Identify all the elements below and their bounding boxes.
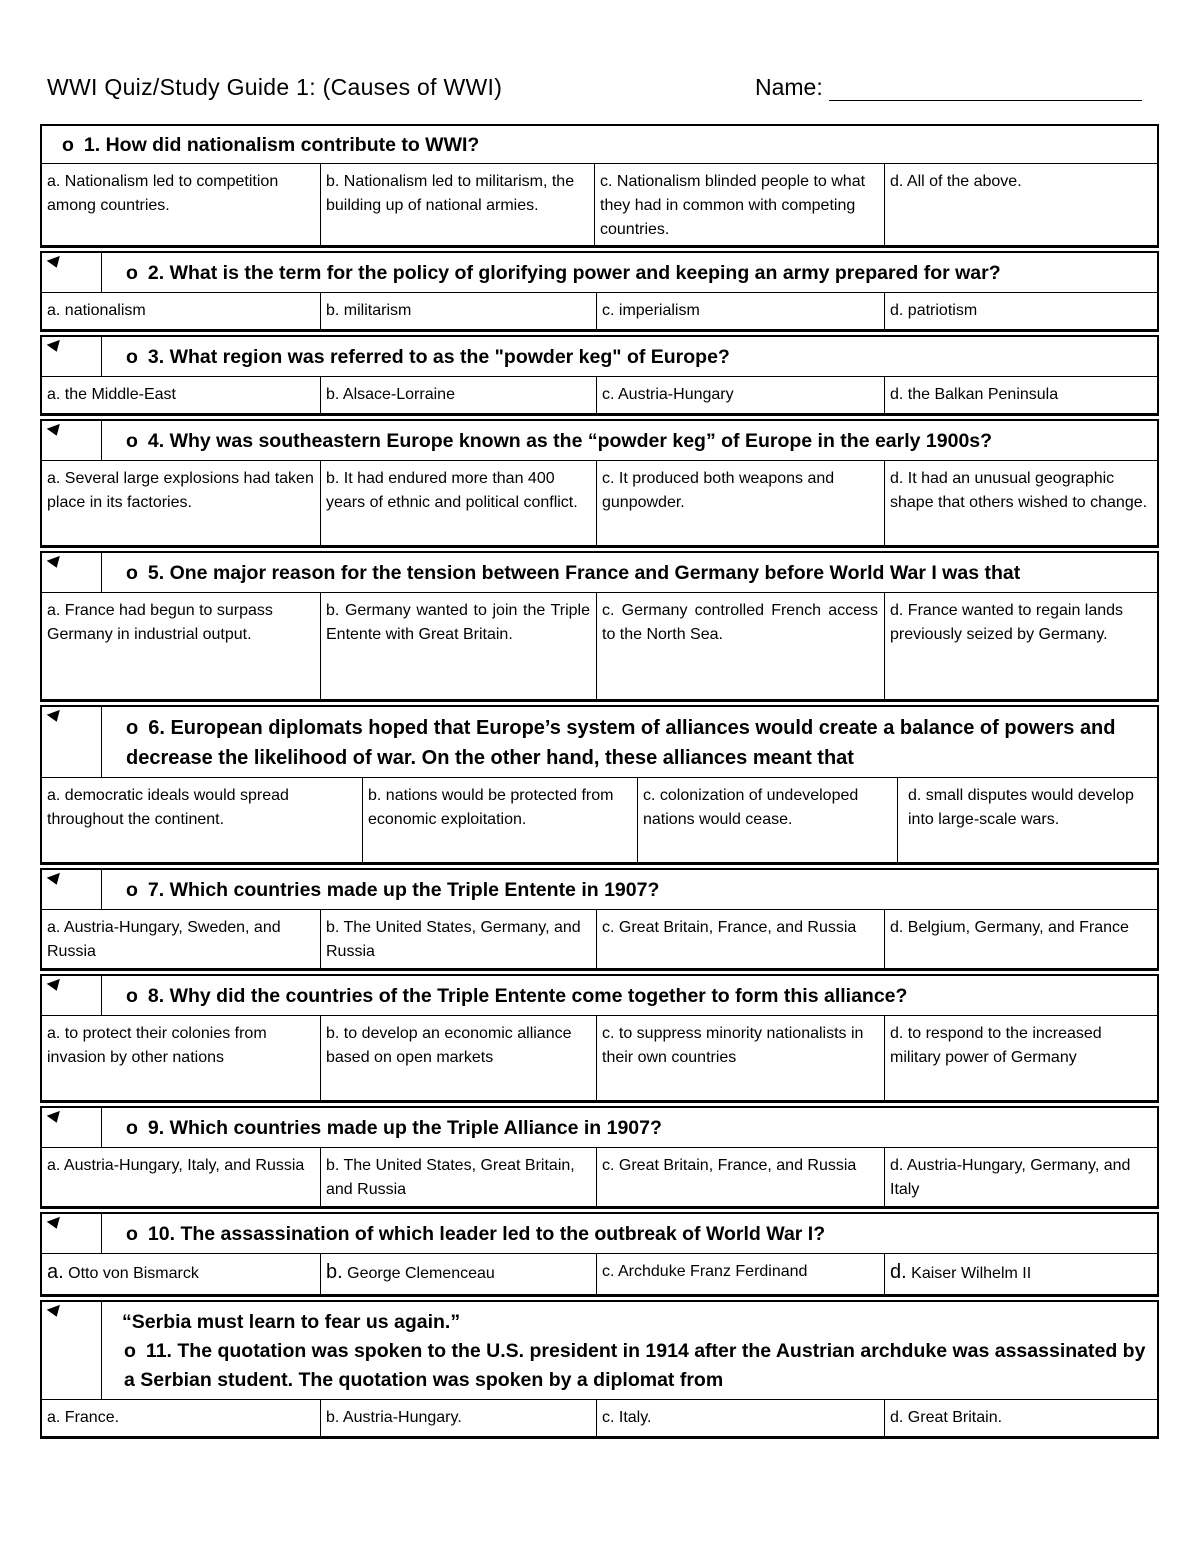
answer-b[interactable]: b. militarism [321,293,597,329]
question-text: o 3. What region was referred to as the "powder keg" of Europe? [126,346,730,368]
answer-d[interactable]: d. France wanted to regain lands previously seized by Germany. [890,602,1124,643]
name-field-group [755,74,1142,101]
question-9 [40,1106,1159,1209]
answer-a[interactable]: a. Austria-Hungary, Italy, and Russia [42,1148,321,1206]
answer-c[interactable]: c. Nationalism blinded people to what they had in common with competing countries. [595,164,885,245]
question-8 [40,974,1159,1103]
bullet-icon: o [126,562,138,584]
answer-c[interactable]: c. Great Britain, France, and Russia [597,910,885,968]
question-text: o 5. One major reason for the tension between France and Germany before World War I was that [126,562,1021,584]
answer-d[interactable]: d. All of the above. [890,173,1022,190]
answer-d[interactable]: d. to respond to the increased military power of Germany [890,1025,1102,1066]
triangle-down-icon [47,710,64,724]
question-text: o 8. Why did the countries of the Triple Entente come together to form this alliance? [126,985,908,1007]
bullet-icon: o [126,985,138,1007]
answer-row [42,910,1157,968]
question-text: o 2. What is the term for the policy of glorifying power and keeping an army prepared for war? [126,262,1001,284]
triangle-down-icon [47,424,64,438]
answer-row [42,293,1157,329]
answer-d[interactable] [885,1254,1157,1294]
name-blank-line[interactable] [829,78,1142,101]
collapse-arrow-cell[interactable] [42,707,102,777]
collapse-arrow-cell[interactable] [42,253,102,292]
question-text: o 4. Why was southeastern Europe known as the “powder keg” of Europe in the early 1900s? [126,430,993,452]
question-5 [40,551,1159,702]
answer-a[interactable]: a. Nationalism led to competition among countries. [42,164,321,245]
answer-b[interactable] [321,1254,597,1294]
triangle-down-icon [47,340,64,354]
bullet-icon: o [126,430,138,452]
answer-b[interactable]: b. The United States, Germany, and Russia [321,910,597,968]
collapse-arrow-cell[interactable] [42,1108,102,1147]
triangle-down-icon [47,1305,64,1319]
triangle-down-icon [47,1111,64,1125]
answer-a[interactable]: a. the Middle-East [42,377,321,413]
answer-a[interactable]: a. to protect their colonies from invasion by other nations [42,1016,321,1100]
triangle-down-icon [47,556,64,570]
answer-b[interactable]: b. Austria-Hungary. [321,1400,597,1436]
answer-b[interactable]: b. to develop an economic alliance based on open markets [321,1016,597,1100]
collapse-arrow-cell[interactable] [42,1302,102,1399]
answer-a[interactable]: a. Austria-Hungary, Sweden, and Russia [42,910,321,968]
collapse-arrow-cell[interactable] [42,553,102,592]
question-row [42,976,1157,1016]
answer-b[interactable]: b. It had endured more than 400 years of ethnic and political conflict. [321,461,597,545]
answer-b[interactable]: b. nations would be protected from economic exploitation. [363,778,638,862]
collapse-arrow-cell[interactable] [42,1214,102,1253]
question-3 [40,335,1159,416]
question-row [42,337,1157,377]
answer-d[interactable]: d. It had an unusual geographic shape that others wished to change. [890,470,1148,511]
answer-letter: d. [890,1261,907,1283]
answer-c[interactable]: c. to suppress minority nationalists in their own countries [597,1016,885,1100]
answer-a[interactable]: a. France. [42,1400,321,1436]
answer-d[interactable]: d. Belgium, Germany, and France [890,919,1129,936]
answer-c[interactable]: c. imperialism [597,293,885,329]
question-1 [40,124,1159,248]
answer-row [42,1016,1157,1100]
answer-d[interactable]: d. patriotism [890,302,978,319]
question-10 [40,1212,1159,1297]
answer-c[interactable]: c. It produced both weapons and gunpowder. [597,461,885,545]
question-text: o 7. Which countries made up the Triple Entente in 1907? [126,879,660,901]
question-row [42,870,1157,910]
answer-row [42,164,1157,245]
answer-c[interactable]: c. Austria-Hungary [597,377,885,413]
bullet-icon: o [124,1340,136,1362]
answer-d[interactable]: d. Great Britain. [890,1409,1003,1426]
answer-text: Kaiser Wilhelm II [911,1265,1032,1282]
question-text: o 9. Which countries made up the Triple Alliance in 1907? [126,1117,662,1139]
answer-row [42,1400,1157,1436]
name-label: Name: [755,74,823,100]
answer-b[interactable]: b. The United States, Great Britain, and Russia [321,1148,597,1206]
question-row [42,707,1157,778]
quotation: “Serbia must learn to fear us again.” [122,1311,461,1333]
answer-b[interactable]: b. Alsace-Lorraine [321,377,597,413]
answer-a[interactable]: a. Several large explosions had taken place in its factories. [42,461,321,545]
answer-letter: b. [326,1261,343,1283]
collapse-arrow-cell[interactable] [42,337,102,376]
answer-a[interactable]: a. democratic ideals would spread throughout the continent. [42,778,363,862]
answer-row [42,377,1157,413]
triangle-down-icon [47,256,64,270]
triangle-down-icon [47,979,64,993]
collapse-arrow-cell[interactable] [42,976,102,1015]
question-row [42,126,1157,164]
header [47,72,1152,112]
answer-d[interactable]: d. small disputes would develop into large-scale wars. [908,787,1134,828]
question-11 [40,1300,1159,1439]
question-text: “Serbia must learn to fear us again.” o 11. The quotation was spoken to the U.S. president in 1914 after the Austrian archduke was assassinated by a Serbian student. The quotation was spoken by a diplomat from [102,1302,1157,1399]
question-text: o 6. European diplomats hoped that Europe’s system of alliances would create a balance of powers and decrease the likelihood of war. On the other hand, these alliances meant that [126,717,1116,769]
question-7 [40,868,1159,971]
answer-d[interactable]: d. Austria-Hungary, Germany, and Italy [890,1157,1131,1198]
answer-row [42,778,1157,862]
answer-a[interactable]: a. nationalism [42,293,321,329]
bullet-icon: o [126,879,138,901]
answer-a[interactable] [42,1254,321,1294]
bullet-icon: o [62,134,74,156]
quiz-table [40,124,1159,1442]
question-row [42,1302,1157,1400]
answer-text: Otto von Bismarck [68,1265,199,1282]
answer-text: George Clemenceau [347,1265,495,1282]
answer-row [42,1254,1157,1294]
bullet-icon: o [126,262,138,284]
answer-c[interactable]: c. Great Britain, France, and Russia [597,1148,885,1206]
question-row [42,553,1157,593]
answer-c[interactable]: c. Germany controlled French access to the North Sea. [597,593,885,699]
answer-c[interactable]: c. Italy. [597,1400,885,1436]
question-row [42,1214,1157,1254]
answer-d[interactable]: d. the Balkan Peninsula [890,386,1059,403]
answer-c[interactable]: c. colonization of undeveloped nations would cease. [638,778,898,862]
triangle-down-icon [47,873,64,887]
bullet-icon: o [126,1117,138,1139]
question-text: o 10. The assassination of which leader led to the outbreak of World War I? [126,1223,826,1245]
bullet-icon: o [126,346,138,368]
answer-letter: a. [47,1261,64,1283]
answer-c[interactable]: c. Archduke Franz Ferdinand [597,1254,885,1294]
page-title: WWI Quiz/Study Guide 1: (Causes of WWI) [47,74,503,100]
question-row [42,421,1157,461]
answer-a[interactable]: a. France had begun to surpass Germany in industrial output. [42,593,321,699]
collapse-arrow-cell[interactable] [42,870,102,909]
bullet-icon: o [126,717,139,739]
question-2 [40,251,1159,332]
question-text: o 1. How did nationalism contribute to WWI? [62,134,480,156]
answer-row [42,593,1157,699]
answer-b[interactable]: b. Germany wanted to join the Triple Entente with Great Britain. [321,593,597,699]
question-4 [40,419,1159,548]
answer-b[interactable]: b. Nationalism led to militarism, the building up of national armies. [321,164,595,245]
answer-row [42,1148,1157,1206]
question-row [42,1108,1157,1148]
question-row [42,253,1157,293]
collapse-arrow-cell[interactable] [42,421,102,460]
bullet-icon: o [126,1223,138,1245]
question-6 [40,705,1159,865]
triangle-down-icon [47,1217,64,1231]
answer-row [42,461,1157,545]
